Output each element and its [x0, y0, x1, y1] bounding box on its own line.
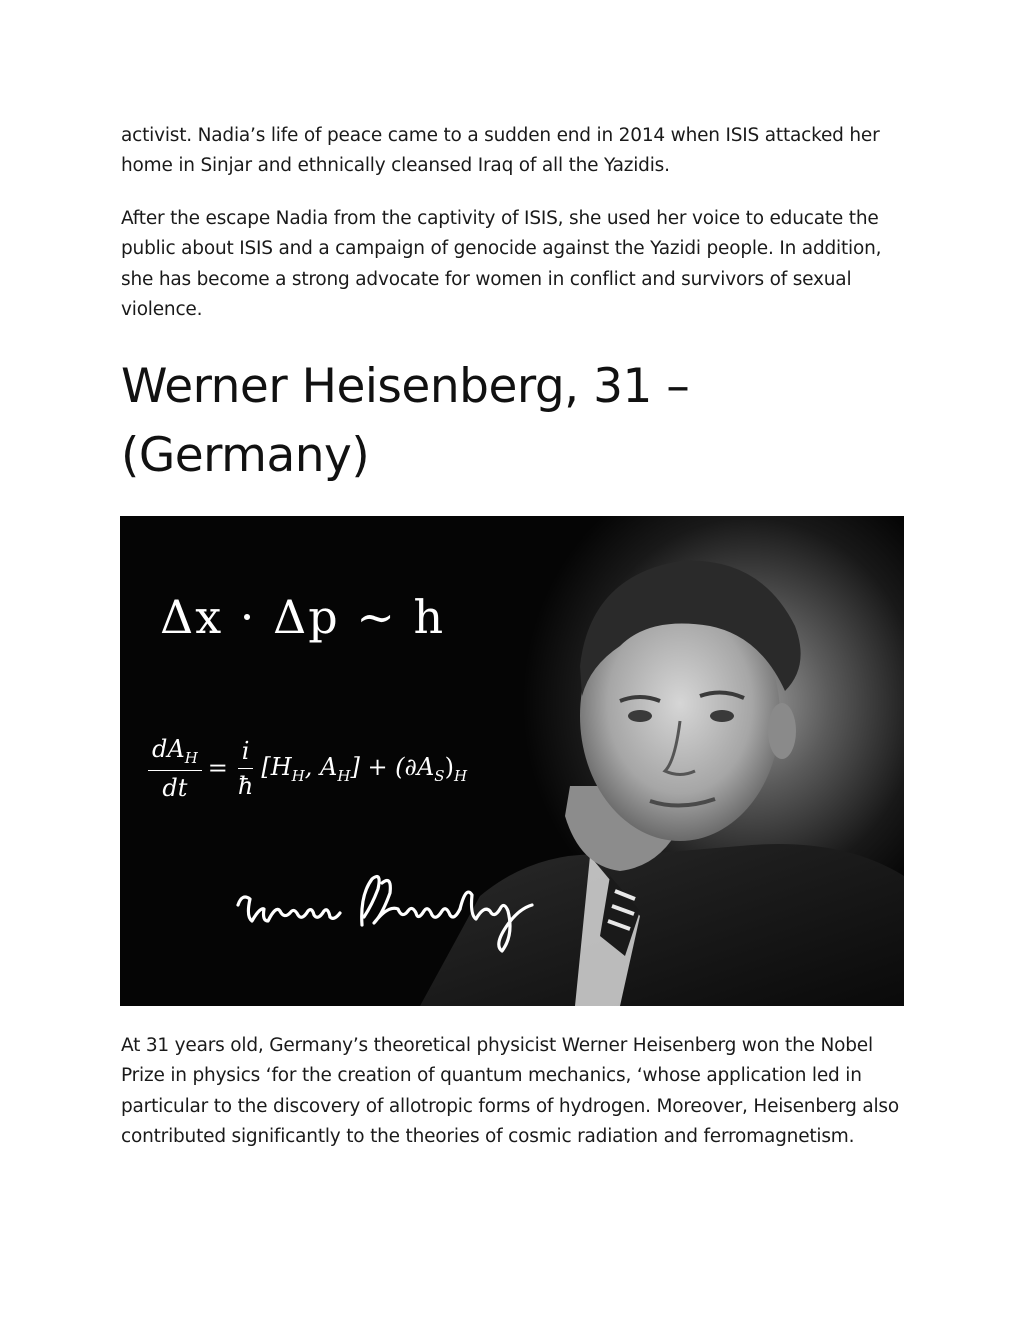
- commutator-sub-1: H: [291, 766, 305, 785]
- equation-rhs-numerator: i: [238, 737, 254, 769]
- heisenberg-signature: [232, 865, 552, 955]
- lhs-numerator-subscript: H: [184, 748, 198, 767]
- section-heading: Werner Heisenberg, 31 – (Germany): [121, 359, 690, 483]
- commutator-mid: , A: [304, 752, 338, 781]
- second-paragraph: After the escape Nadia from the captivity of ISIS, she used her voice to educate the public about ISIS and a campaign of genocide against the Yazidi people. In addition, she has become a strong advocate for women in conflict and survivors of sexual violence.: [121, 208, 882, 320]
- equation-rhs-commutator: [261, 753, 467, 785]
- closing-paragraph: At 31 years old, Germany’s theoretical physicist Werner Heisenberg won the Nobel Prize in physics ‘for the creation of quantum mechanics, ‘whose application led in particular to the discovery of allotropic forms of hydrogen. Moreover, Heisenberg also contributed significantly to the theories of cosmic radiation and ferromagnetism.: [121, 1035, 899, 1147]
- equation-lhs-numerator: [148, 735, 202, 771]
- equation-equals: =: [207, 754, 228, 783]
- commutator-tail: ] + (∂A: [350, 752, 435, 781]
- equation-rhs-denominator: ħ: [237, 771, 254, 800]
- equation-lhs-denominator: dt: [162, 773, 188, 802]
- equation-rhs-fraction: [234, 737, 257, 800]
- intro-paragraph: activist. Nadia’s life of peace came to a sudden end in 2014 when ISIS attacked her home in Sinjar and ethnically cleansed Iraq of all the Yazidis.: [121, 125, 880, 177]
- lhs-numerator-text: dA: [152, 735, 185, 763]
- equation-lhs-fraction: [148, 735, 202, 802]
- commutator-sub-3: S: [434, 766, 445, 785]
- commutator-sub-2: H: [337, 766, 351, 785]
- commutator-open: [H: [261, 752, 292, 781]
- heisenberg-equation: [148, 735, 467, 802]
- commutator-close: ): [444, 752, 454, 781]
- commutator-sub-4: H: [453, 766, 468, 785]
- uncertainty-equation: Δx · Δp ∼ h: [160, 590, 446, 644]
